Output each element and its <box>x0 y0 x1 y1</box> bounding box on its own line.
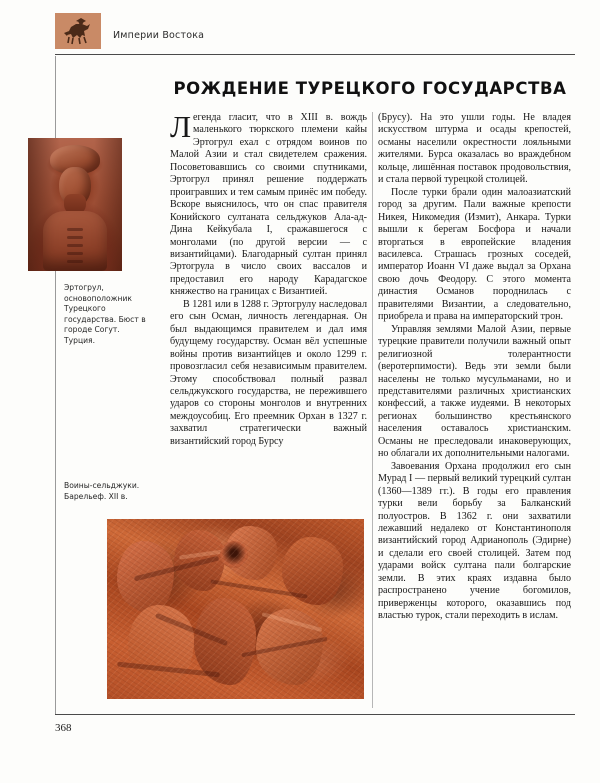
page-number: 368 <box>55 722 72 734</box>
drop-cap: Л <box>170 109 192 144</box>
relief-surface-grain <box>107 519 364 699</box>
paragraph-text: После турки брали один малоазиатский город за другим. Пали важные крепости Никея, Никомедия (Измит), Анкара. Турки вышли к берегам Босфора и начали вторгаться в европейские владения василевса. Страшась грозных соседей, император Иоанн VI даже выдал за Орхана свою дочь Феодору. С этого момента династия Османов породнилась с правителями Византии, а следовательно, приобрела и права на императорский трон. <box>378 186 571 323</box>
header-divider-rule <box>55 54 575 55</box>
figure-ertugrul-bust <box>28 138 122 271</box>
paragraph-text: егенда гласит, что в XIII в. вождь маленького тюркского племени кайы Эртогрул ехал с отрядом воинов по Малой Азии и стал свидетелем сражения. Посоветовавшись со своими спутниками, Эртогрул принял решение поддержать проигравших и тем самым принёс им победу. Вскоре выяснилось, что он спас правителя Конийского султаната сельджуков Ала-ад-Дина Кейкубала I, сражавшегося с монголами (по другой версии — с византийцами). Благодарный султан принял Эртогрула в число своих вассалов и предоставил его народу Карадагское княжество на границах с Византией. <box>170 112 367 298</box>
article-title: РОЖДЕНИЕ ТУРЕЦКОГО ГОСУДАРСТВА <box>173 79 567 99</box>
footer-divider-rule <box>55 714 575 715</box>
body-text-left-column <box>170 109 367 448</box>
paragraph <box>170 299 367 448</box>
body-text-right-column <box>378 112 571 623</box>
horseman-emblem-icon <box>55 13 101 49</box>
paragraph <box>170 109 367 299</box>
column-divider-rule <box>372 112 373 708</box>
figure-seljuk-warriors-relief <box>107 519 364 699</box>
paragraph <box>378 324 571 461</box>
paragraph <box>378 187 571 324</box>
bust-robe-pleat <box>67 252 84 254</box>
header-section-title: Империи Востока <box>113 30 205 41</box>
bust-robe-pleat <box>67 228 84 230</box>
bust-robe-pleat <box>67 244 84 246</box>
bust-robe-pleat <box>67 236 84 238</box>
paragraph-text: (Брусу). На это ушли годы. Не владея искусством штурма и осады крепостей, османы населили окрестности лояльными жителями. Бурса оказалась во враждебном кольце, лишённая поставок продовольствия, и стала первой турецкой столицей. <box>378 112 571 186</box>
paragraph-text: Завоевания Орхана продолжил его сын Мурад I — первый великий турецкий султан (1360—1389 гг.). В годы его правления турки вели борьбу за Балканский полуостров. В 1362 г. они захватили лежавший недалеко от Константинополя византийский город Адрианополь (Эдирне) и сделали его своей столицей. Затем под ударами войск султана пали болгарские земли. В этих краях издавна было распространено учение богомилов, приверженцы которого, оказавшись под властью турок, стали переходить в ислам. <box>378 460 571 622</box>
bust-robe-pleat <box>67 260 84 262</box>
paragraph-text: Управляя землями Малой Азии, первые турецкие правители получили важный опыт религиозной толерантности (веротерпимости). Ведь эти земли были населены не только мусульманами, но и представителями различных христианских конфессий, а также иудеями. В некоторых регионах большинство крестьянского населения оставалось христианским. Османы не преследовали инаковерующих, но облагали их дополнительными налогами. <box>378 323 571 460</box>
paragraph <box>378 112 571 187</box>
figure-caption-bust: Эртогрул, основоположник Турецкого государства. Бюст в городе Согут. Турция. <box>64 283 146 345</box>
paragraph-text: В 1281 или в 1288 г. Эртогрулу наследовал его сын Осман, личность легендарная. Он был выдающимся правителем и дал имя будущему государству. Осман вёл успешные войны против византийцев и около 1299 г. провозгласил себя независимым правителем. Этому способствовал полный развал сельджукского государства, не пережившего ударов со стороны монголов и внутренних междоусобиц. Его преемник Орхан в 1327 г. захватил стратегически важный византийский город Бурсу <box>170 298 367 447</box>
paragraph <box>378 461 571 623</box>
figure-caption-relief: Воины-сельджуки. Барельеф. XII в. <box>64 481 140 501</box>
running-header <box>55 13 575 55</box>
